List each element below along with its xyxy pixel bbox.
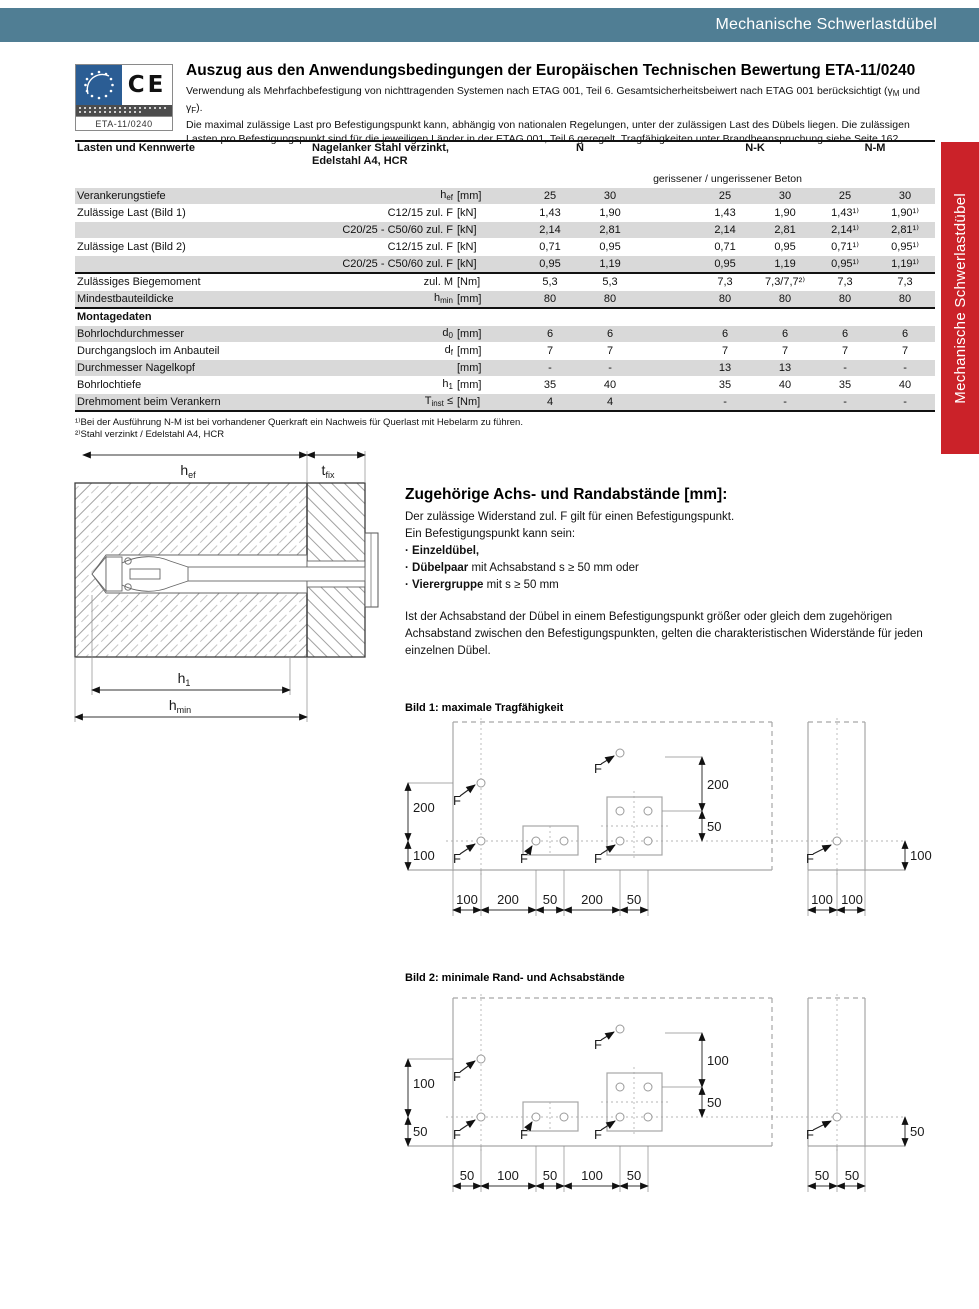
table-header-spacer [640,141,695,170]
table-cell-value: 80 [520,291,580,309]
eu-stars-icon [76,65,122,105]
table-cell-value: 1,19 [580,256,640,274]
bild1-caption: Bild 1: maximale Tragfähigkeit [405,702,564,714]
dim-label: 50 [626,1168,642,1183]
table-cell-unit: [mm] [455,377,520,394]
table-cell-value: 5,3 [580,273,640,291]
force-label: F [453,793,461,808]
table-cell-value: 25 [815,188,875,205]
table-cell-label: Durchmesser Nagelkopf [75,360,310,377]
load-table-body [75,188,935,411]
table-cell-value: 80 [815,291,875,309]
table-cell-value: 0,71 [695,239,755,256]
table-header-nk: N-K [745,142,765,154]
dim-label: 100 [581,1168,603,1183]
table-spacer-cell [640,256,695,274]
bild1-figure [400,700,940,935]
force-label: F [453,1069,461,1084]
dim-label: 100 [707,1053,729,1068]
table-cell-symbol: C20/25 - C50/60 zul. F [310,256,455,274]
intro-section [186,62,934,146]
table-cell-value: 25 [520,188,580,205]
table-cell-value: 1,43¹⁾ [815,205,875,222]
table-cell-value: 7 [520,343,580,360]
table-cell-value: 7,3/7,7²⁾ [755,273,815,291]
force-label: F [594,761,602,776]
table-cell-value: 4 [580,394,640,412]
dim-label: 50 [707,1095,722,1110]
table-cell-value: 35 [695,377,755,394]
table-spacer-cell [640,239,695,256]
table-cell-value: 13 [695,360,755,377]
dim-label: 50 [542,892,558,907]
spacing-line1: Der zulässige Widerstand zul. F gilt für einen Befestigungspunkt. [405,511,735,523]
table-cell-unit: [kN] [455,205,520,222]
table-cell-value: 0,95¹⁾ [875,239,935,256]
table-spacer-cell [640,326,695,343]
dim-label: 200 [413,800,435,815]
force-label: F [594,1037,602,1052]
table-cell-label: Zulässiges Biegemoment [75,273,310,291]
load-table [75,140,935,412]
dim-label: 100 [841,892,863,907]
bild2-caption: Bild 2: minimale Rand- und Achsabstände [405,972,625,984]
load-table-section [75,140,935,440]
table-cell-label [75,256,310,274]
dim-label: 100 [811,892,833,907]
dim-label: 100 [456,892,478,907]
dim-label-h1: $h_1$ [177,670,191,688]
table-cell-value: 6 [580,326,640,343]
table-cell-label: Drehmoment beim Verankern [75,394,310,412]
table-cell-value: 13 [755,360,815,377]
table-row [75,222,935,239]
table-cell-value: 7 [580,343,640,360]
table-cell-value: 1,43 [695,205,755,222]
table-cell-symbol: df [310,343,455,360]
table-cell-value: 0,95 [755,239,815,256]
table-cell-value: 2,14 [520,222,580,239]
table-cell-value: 80 [755,291,815,309]
table-cell-value: 5,3 [520,273,580,291]
table-cell-value: 6 [875,326,935,343]
footnote-1: ¹⁾Bei der Ausführung N-M ist bei vorhandener Querkraft ein Nachweis für Querlast mit Hebelarm zu führen. [75,417,523,428]
table-row [75,256,935,274]
bullet-vierergruppe: · Vierergruppe mit s ≥ 50 mm [405,579,559,591]
table-cell-value: 2,14¹⁾ [815,222,875,239]
ce-approval-block [75,64,173,131]
intro-line2: Die maximal zulässige Last pro Befestigungspunkt kann, abhängig von nationalen Regelungen, unter der zulässigen Last des Dübels liegen. Die zulässigen [186,119,910,131]
spacing-rules-heading: Zugehörige Achs- und Randabstände [mm]: [405,486,728,503]
table-cell-value: 25 [695,188,755,205]
chapter-side-tab-label: Mechanische Schwerlastdübel [951,192,969,404]
table-cell-label: Bohrlochtiefe [75,377,310,394]
table-header-n: N [576,142,584,154]
table-cell-label: Zulässige Last (Bild 1) [75,205,310,222]
table-cell-label: Durchgangsloch im Anbauteil [75,343,310,360]
table-cell-value: 30 [580,188,640,205]
table-cell-label: Mindestbauteildicke [75,291,310,309]
dim-label: 200 [497,892,519,907]
dim-label: 50 [844,1168,860,1183]
table-spacer-cell [640,377,695,394]
table-spacer-cell [640,188,695,205]
dim-label: 200 [707,777,729,792]
table-cell-unit: [kN] [455,239,520,256]
table-row [75,343,935,360]
table-cell-symbol: C20/25 - C50/60 zul. F [310,222,455,239]
table-row [75,188,935,205]
table-cell-value: - [875,394,935,412]
table-cell-value: 6 [755,326,815,343]
table-section-row [75,308,935,326]
table-cell-value: 30 [755,188,815,205]
dim-label: 50 [707,819,722,834]
spacing-line2: Ein Befestigungspunkt kann sein: [405,528,576,540]
dim-label: 100 [497,1168,519,1183]
table-cell-label [75,222,310,239]
table-cell-value: 7,3 [815,273,875,291]
table-cell-value: 1,90¹⁾ [875,205,935,222]
dim-label: 50 [413,1124,428,1139]
table-spacer-cell [640,273,695,291]
ce-top-row [76,65,172,105]
table-cell-value: - [755,394,815,412]
table-cell-unit: [mm] [455,326,520,343]
table-cell-symbol [310,360,455,377]
dim-label: 50 [459,1168,475,1183]
ce-mark-icon: CE [127,72,167,98]
table-spacer-cell [640,291,695,309]
table-cell-value: 2,81 [755,222,815,239]
force-label: F [520,851,528,866]
table-cell-value: 40 [580,377,640,394]
table-row [75,273,935,291]
table-cell-value: 80 [695,291,755,309]
dim-label: 50 [626,892,642,907]
table-cell-value: - [520,360,580,377]
table-cell-value: 7 [755,343,815,360]
table-row [75,377,935,394]
dim-label: 200 [581,892,603,907]
force-label: F [806,1127,814,1142]
force-label: F [453,851,461,866]
table-spacer-cell [640,360,695,377]
table-cell-value: 1,19 [755,256,815,274]
table-cell-value: - [580,360,640,377]
table-spacer-cell [640,222,695,239]
table-cell-value: 0,95 [580,239,640,256]
table-cell-symbol: C12/15 zul. F [310,205,455,222]
table-cell-value: 30 [875,188,935,205]
table-cell-label: Verankerungstiefe [75,188,310,205]
table-cell-value: 0,95 [695,256,755,274]
table-cell-value: - [695,394,755,412]
table-cell-value: 6 [520,326,580,343]
table-cell-value: 1,19¹⁾ [875,256,935,274]
dim-label: 50 [542,1168,558,1183]
table-cell-value: 7,3 [695,273,755,291]
table-cell-symbol: zul. M [310,273,455,291]
table-cell-unit: [mm] [455,343,520,360]
table-cell-value: 0,95¹⁾ [815,256,875,274]
table-cell-value: 1,43 [520,205,580,222]
table-cell-value: 2,81¹⁾ [875,222,935,239]
table-cell-value: 80 [580,291,640,309]
table-cell-value: 6 [815,326,875,343]
dim-label-hef: $h_{ef}$ [180,462,196,480]
table-subheader-row [75,170,935,188]
eta-number-label: ETA-11/0240 [76,116,172,130]
table-cell-symbol: d0 [310,326,455,343]
ce-fine-print-strip [76,105,172,116]
table-cell-unit: [kN] [455,222,520,239]
intro-title: Auszug aus den Anwendungsbedingungen der Europäischen Technischen Bewertung ETA-11/0240 [186,62,916,79]
anchor-cross-section-diagram [68,443,388,728]
dim-label: 100 [910,848,932,863]
table-cell-value: 7 [875,343,935,360]
spacing-paragraph: Ist der Achsabstand der Dübel in einem Befestigungspunkt größer oder gleich dem zugehörigen Achsabstand zwischen den Befestigungspunkten, gelten die charakteristischen Widerstände für jeden einzelnen Dübel. [405,611,923,657]
table-spacer-cell [640,394,695,412]
table-cell-value: 0,71 [520,239,580,256]
dim-label: 100 [413,1076,435,1091]
table-spacer-cell [640,205,695,222]
table-section-label: Montagedaten [75,308,935,326]
table-header-col1: Lasten und Kennwerte [77,142,195,154]
table-cell-unit: [mm] [455,188,520,205]
table-cell-value: 0,95 [520,256,580,274]
table-cell-symbol: hmin [310,291,455,309]
table-cell-value: - [815,394,875,412]
table-cell-value: 1,90 [580,205,640,222]
table-row [75,326,935,343]
table-cell-value: 0,71¹⁾ [815,239,875,256]
concrete-note: gerissener / ungerissener Beton [653,173,802,185]
dim-label: 50 [910,1124,925,1139]
bullet-einzelduebel: · Einzeldübel, [405,545,480,557]
bullet-duebelpaar: · Dübelpaar mit Achsabstand s ≥ 50 mm oder [405,562,639,574]
table-cell-unit: [mm] [455,360,520,377]
footnote-2: ²⁾Stahl verzinkt / Edelstahl A4, HCR [75,428,225,440]
force-label: F [594,1127,602,1142]
force-label: F [806,851,814,866]
table-footnotes [75,417,935,440]
table-cell-symbol: C12/15 zul. F [310,239,455,256]
bild2-figure [400,976,940,1211]
intro-body: Verwendung als Mehrfachbefestigung von nichttragenden Systemen nach ETAG 001, Teil 6. Gesamtsicherheitsbeiwert nach ETAG 001 berücksichtigt (γM und γF). Die maximal zulässige Last pro Befestigungspunkt kann, abhängig von nationalen Regelungen, unter der zulässigen Last des Dübels liegen. Die zulässigen Lasten pro Befestigungspunkt sind für die jeweiligen Länder in der ETAG 001, Teil 6 geregelt. Tragfähigkeiten unter Brandbeanspruchung siehe Seite 162. [186,85,920,145]
table-row [75,291,935,309]
table-header-nm: N-M [864,142,886,154]
chapter-side-tab [941,142,979,454]
table-header-row [75,141,935,170]
table-cell-symbol: Tinst ≤ [310,394,455,412]
table-cell-value: 1,90 [755,205,815,222]
table-cell-value: 7 [695,343,755,360]
table-cell-value: 35 [520,377,580,394]
table-cell-value: 2,14 [695,222,755,239]
table-cell-value: - [875,360,935,377]
page-header-title: Mechanische Schwerlastdübel [715,16,937,33]
table-row [75,205,935,222]
table-cell-unit: [Nm] [455,394,520,412]
table-cell-value: - [815,360,875,377]
table-spacer-cell [640,343,695,360]
table-cell-unit: [Nm] [455,273,520,291]
table-cell-value: 7 [815,343,875,360]
table-cell-value: 40 [755,377,815,394]
table-row [75,239,935,256]
force-label: F [453,1127,461,1142]
spacing-rules-section [405,486,937,660]
page-header-bar [0,8,979,42]
dim-label: 50 [814,1168,830,1183]
intro-line1: Verwendung als Mehrfachbefestigung von nichttragenden Systemen nach ETAG 001, Teil 6. Gesamtsicherheitsbeiwert nach ETAG 001 berücksichtigt (γ [186,85,893,97]
table-cell-value: 2,81 [580,222,640,239]
table-cell-label: Bohrlochdurchmesser [75,326,310,343]
table-cell-value: 7,3 [875,273,935,291]
force-label: F [520,1127,528,1142]
table-cell-value: 4 [520,394,580,412]
table-cell-unit: [mm] [455,291,520,309]
table-header-col2: Nagelanker Stahl verzinkt, Edelstahl A4, HCR [312,142,449,167]
intro-line3: Lasten pro Befestigungspunkt sind für die jeweiligen Länder in der ETAG 001, Teil 6 geregelt. Tragfähigkeiten unter Brandbeanspruchung siehe Seite 162. [186,133,902,145]
table-cell-value: 40 [875,377,935,394]
table-cell-value: 35 [815,377,875,394]
dim-label-hmin: $h_{min}$ [168,697,192,715]
table-cell-symbol: h1 [310,377,455,394]
table-cell-label: Zulässige Last (Bild 2) [75,239,310,256]
table-cell-unit: [kN] [455,256,520,274]
dim-label-tfix: $t_{fix}$ [321,462,335,480]
table-cell-value: 6 [695,326,755,343]
table-row [75,394,935,412]
table-cell-value: 80 [875,291,935,309]
force-label: F [594,851,602,866]
table-row [75,360,935,377]
table-cell-symbol: hef [310,188,455,205]
dim-label: 100 [413,848,435,863]
